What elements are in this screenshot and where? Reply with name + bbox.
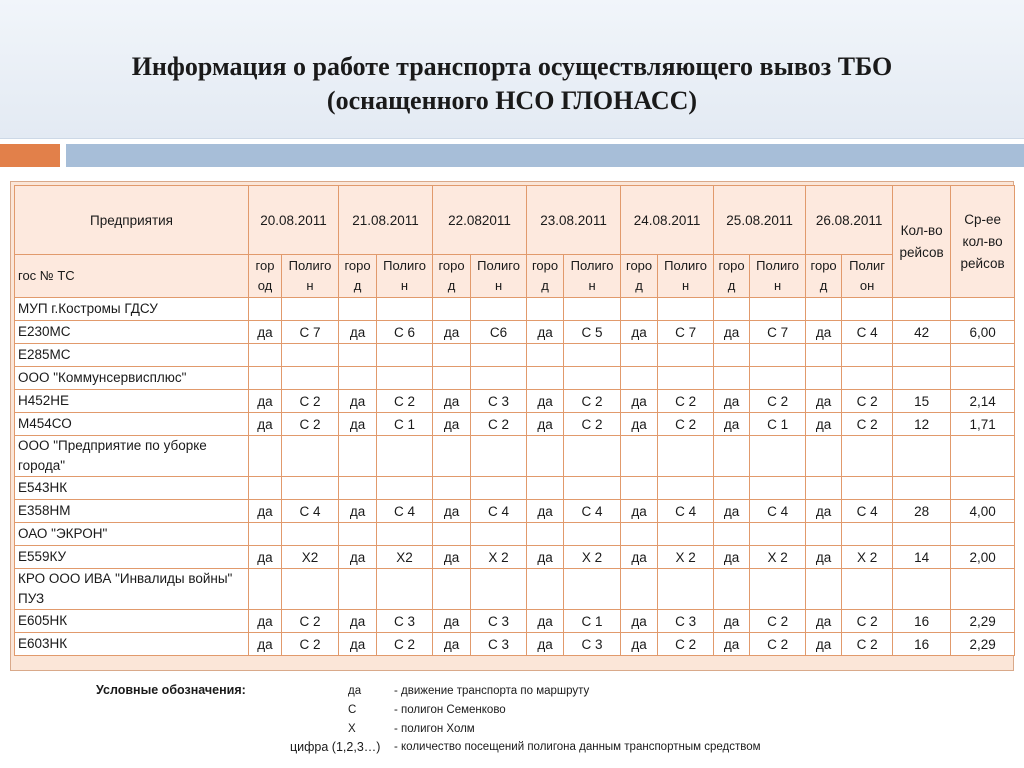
polygon-cell: С 2	[658, 413, 714, 436]
organization-name: ОАО "ЭКРОН"	[15, 523, 249, 546]
organization-row	[15, 367, 1015, 390]
city-cell: да	[249, 633, 282, 656]
trips-cell: 15	[893, 390, 951, 413]
polygon-cell	[377, 436, 433, 477]
vehicle-plate: Е285МС	[15, 344, 249, 367]
polygon-cell	[750, 436, 806, 477]
polygon-cell	[750, 477, 806, 500]
city-cell: да	[806, 500, 842, 523]
city-cell: да	[433, 633, 471, 656]
header-city: горо д	[806, 255, 842, 298]
polygon-cell	[377, 367, 433, 390]
city-cell	[339, 436, 377, 477]
polygon-cell	[377, 523, 433, 546]
polygon-cell	[842, 523, 893, 546]
city-cell	[714, 298, 750, 321]
polygon-cell: С 4	[282, 500, 339, 523]
city-cell	[527, 436, 564, 477]
trips-cell: 16	[893, 610, 951, 633]
polygon-cell	[471, 298, 527, 321]
organization-row	[15, 298, 1015, 321]
avg-trips-cell	[951, 367, 1015, 390]
city-cell	[433, 298, 471, 321]
polygon-cell	[564, 523, 621, 546]
city-cell	[527, 523, 564, 546]
city-cell	[249, 367, 282, 390]
city-cell: да	[527, 610, 564, 633]
city-cell	[714, 569, 750, 610]
city-cell: да	[714, 500, 750, 523]
polygon-cell	[842, 344, 893, 367]
header-date: 22.082011	[433, 186, 527, 255]
city-cell	[806, 569, 842, 610]
trips-cell: 12	[893, 413, 951, 436]
city-cell	[433, 367, 471, 390]
city-cell: да	[433, 610, 471, 633]
city-cell: да	[621, 390, 658, 413]
city-cell	[621, 477, 658, 500]
city-cell	[339, 523, 377, 546]
polygon-cell	[842, 298, 893, 321]
avg-trips-cell	[951, 344, 1015, 367]
polygon-cell: С 3	[564, 633, 621, 656]
polygon-cell: Х 2	[564, 546, 621, 569]
polygon-cell	[377, 298, 433, 321]
avg-trips-cell: 2,00	[951, 546, 1015, 569]
polygon-cell: Х 2	[471, 546, 527, 569]
header-date: 20.08.2011	[249, 186, 339, 255]
polygon-cell: С 6	[377, 321, 433, 344]
city-cell	[621, 569, 658, 610]
header-city: горо д	[433, 255, 471, 298]
city-cell: да	[339, 633, 377, 656]
city-cell	[433, 436, 471, 477]
vehicle-plate: Е559КУ	[15, 546, 249, 569]
polygon-cell	[750, 569, 806, 610]
city-cell	[527, 569, 564, 610]
page-title	[40, 50, 984, 118]
legend-key-x: Х	[348, 723, 356, 735]
city-cell	[339, 298, 377, 321]
polygon-cell: С 4	[658, 500, 714, 523]
polygon-cell: С 7	[658, 321, 714, 344]
organization-name: МУП г.Костромы ГДСУ	[15, 298, 249, 321]
polygon-cell	[658, 569, 714, 610]
city-cell	[433, 477, 471, 500]
transport-table	[14, 185, 1015, 656]
legend-key-da: да	[348, 685, 362, 697]
city-cell: да	[527, 500, 564, 523]
polygon-cell: С 2	[282, 610, 339, 633]
vehicle-row	[15, 344, 1015, 367]
organization-row	[15, 436, 1015, 477]
trips-cell: 42	[893, 321, 951, 344]
vehicle-plate: Н452НЕ	[15, 390, 249, 413]
legend-desc-da: - движение транспорта по маршруту	[394, 685, 590, 697]
city-cell: да	[339, 321, 377, 344]
polygon-cell	[282, 298, 339, 321]
polygon-cell: С 7	[750, 321, 806, 344]
polygon-cell	[564, 298, 621, 321]
city-cell: да	[339, 413, 377, 436]
city-cell: да	[621, 413, 658, 436]
header-date: 23.08.2011	[527, 186, 621, 255]
legend-desc-s: - полигон Семенково	[394, 704, 506, 716]
avg-trips-cell: 4,00	[951, 500, 1015, 523]
polygon-cell	[564, 367, 621, 390]
header-city: гор од	[249, 255, 282, 298]
avg-trips-cell	[951, 569, 1015, 610]
trips-cell	[893, 344, 951, 367]
city-cell: да	[433, 390, 471, 413]
organization-name: КРО ООО ИВА "Инвалиды войны" ПУЗ	[15, 569, 249, 610]
polygon-cell: С 2	[377, 390, 433, 413]
city-cell: да	[527, 546, 564, 569]
polygon-cell	[471, 436, 527, 477]
polygon-cell	[564, 344, 621, 367]
city-cell: да	[433, 413, 471, 436]
table-container	[10, 181, 1014, 671]
vehicle-plate: Е543НК	[15, 477, 249, 500]
city-cell	[249, 344, 282, 367]
city-cell	[527, 477, 564, 500]
legend	[0, 678, 1024, 768]
polygon-cell	[282, 477, 339, 500]
polygon-cell: Х 2	[750, 546, 806, 569]
city-cell: да	[714, 413, 750, 436]
city-cell: да	[433, 321, 471, 344]
polygon-cell	[750, 367, 806, 390]
polygon-cell	[282, 523, 339, 546]
city-cell: да	[433, 546, 471, 569]
city-cell: да	[527, 413, 564, 436]
polygon-cell	[282, 436, 339, 477]
header-date: 25.08.2011	[714, 186, 806, 255]
vehicle-row	[15, 633, 1015, 656]
header-trips: Кол-во рейсов	[893, 186, 951, 298]
polygon-cell	[471, 523, 527, 546]
polygon-cell	[658, 298, 714, 321]
vehicle-plate: Е605НК	[15, 610, 249, 633]
polygon-cell	[282, 344, 339, 367]
polygon-cell	[842, 436, 893, 477]
accent-bar	[0, 144, 60, 167]
polygon-cell: Х 2	[842, 546, 893, 569]
header-polygon: Полиго н	[750, 255, 806, 298]
city-cell	[714, 523, 750, 546]
polygon-cell: С 2	[842, 413, 893, 436]
city-cell: да	[339, 500, 377, 523]
avg-trips-cell	[951, 477, 1015, 500]
polygon-cell	[471, 344, 527, 367]
polygon-cell	[750, 298, 806, 321]
polygon-cell	[564, 436, 621, 477]
header-city: горо д	[714, 255, 750, 298]
vehicle-row	[15, 500, 1015, 523]
city-cell: да	[714, 610, 750, 633]
header-plate: гос № ТС	[15, 255, 249, 298]
polygon-cell	[471, 477, 527, 500]
city-cell: да	[621, 633, 658, 656]
avg-trips-cell: 2,29	[951, 610, 1015, 633]
polygon-cell	[282, 367, 339, 390]
header-polygon: Полиго н	[282, 255, 339, 298]
city-cell	[249, 436, 282, 477]
polygon-cell	[377, 344, 433, 367]
city-cell	[339, 477, 377, 500]
header-city: горо д	[527, 255, 564, 298]
city-cell	[433, 569, 471, 610]
polygon-cell: С 4	[842, 500, 893, 523]
title-line-1: Информация о работе транспорта осуществляющего вывоз ТБО	[131, 52, 893, 81]
vehicle-row	[15, 413, 1015, 436]
trips-cell	[893, 523, 951, 546]
city-cell: да	[249, 500, 282, 523]
avg-trips-cell	[951, 436, 1015, 477]
polygon-cell	[658, 344, 714, 367]
polygon-cell: С 2	[471, 413, 527, 436]
city-cell	[806, 344, 842, 367]
city-cell: да	[806, 633, 842, 656]
city-cell: да	[714, 390, 750, 413]
legend-key-s: С	[348, 704, 357, 716]
polygon-cell: С 2	[564, 413, 621, 436]
polygon-cell	[377, 477, 433, 500]
city-cell	[339, 569, 377, 610]
trips-cell	[893, 436, 951, 477]
trips-cell	[893, 298, 951, 321]
polygon-cell: Х2	[282, 546, 339, 569]
header-polygon: Полиг он	[842, 255, 893, 298]
polygon-cell: С 3	[471, 610, 527, 633]
city-cell: да	[714, 321, 750, 344]
city-cell: да	[806, 413, 842, 436]
polygon-cell: С 2	[282, 390, 339, 413]
polygon-cell: Х2	[377, 546, 433, 569]
organization-row	[15, 523, 1015, 546]
vehicle-row	[15, 477, 1015, 500]
city-cell	[249, 523, 282, 546]
vehicle-plate: Е603НК	[15, 633, 249, 656]
city-cell	[621, 344, 658, 367]
trips-cell: 14	[893, 546, 951, 569]
city-cell	[806, 436, 842, 477]
city-cell	[714, 436, 750, 477]
polygon-cell: С 7	[282, 321, 339, 344]
polygon-cell: С 3	[471, 633, 527, 656]
polygon-cell: С 2	[750, 390, 806, 413]
header-date: 21.08.2011	[339, 186, 433, 255]
city-cell	[249, 298, 282, 321]
polygon-cell: С 2	[750, 633, 806, 656]
city-cell	[433, 523, 471, 546]
polygon-cell: С 3	[377, 610, 433, 633]
legend-desc-digit: - количество посещений полигона данным транспортным средством	[394, 741, 761, 753]
header-polygon: Полиго н	[564, 255, 621, 298]
city-cell	[621, 436, 658, 477]
city-cell	[433, 344, 471, 367]
city-cell: да	[249, 610, 282, 633]
city-cell: да	[621, 500, 658, 523]
trips-cell	[893, 477, 951, 500]
city-cell	[621, 523, 658, 546]
vehicle-row	[15, 610, 1015, 633]
polygon-cell: С 2	[564, 390, 621, 413]
polygon-cell: С 1	[564, 610, 621, 633]
polygon-cell: С 1	[377, 413, 433, 436]
blue-bar	[66, 144, 1024, 167]
legend-key-digit: цифра (1,2,3…)	[290, 740, 381, 754]
polygon-cell: Х 2	[658, 546, 714, 569]
city-cell: да	[433, 500, 471, 523]
polygon-cell: С 1	[750, 413, 806, 436]
city-cell	[527, 298, 564, 321]
polygon-cell: С 2	[842, 633, 893, 656]
city-cell	[714, 477, 750, 500]
avg-trips-cell: 2,14	[951, 390, 1015, 413]
polygon-cell: С 2	[658, 633, 714, 656]
polygon-cell	[750, 344, 806, 367]
city-cell	[806, 298, 842, 321]
polygon-cell: С 2	[282, 633, 339, 656]
polygon-cell	[842, 569, 893, 610]
vehicle-row	[15, 546, 1015, 569]
city-cell: да	[806, 321, 842, 344]
polygon-cell	[377, 569, 433, 610]
city-cell	[339, 367, 377, 390]
city-cell	[806, 477, 842, 500]
avg-trips-cell	[951, 298, 1015, 321]
polygon-cell: С 2	[842, 390, 893, 413]
city-cell: да	[339, 546, 377, 569]
vehicle-row	[15, 321, 1015, 344]
city-cell: да	[714, 546, 750, 569]
city-cell: да	[527, 390, 564, 413]
header-polygon: Полиго н	[658, 255, 714, 298]
city-cell: да	[806, 546, 842, 569]
trips-cell: 28	[893, 500, 951, 523]
city-cell: да	[339, 390, 377, 413]
polygon-cell	[658, 523, 714, 546]
city-cell: да	[806, 390, 842, 413]
polygon-cell	[282, 569, 339, 610]
vehicle-plate: М454СО	[15, 413, 249, 436]
header-avg-trips: Ср-ее кол-во рейсов	[951, 186, 1015, 298]
organization-name: ООО "Коммунсервисплюс"	[15, 367, 249, 390]
avg-trips-cell: 6,00	[951, 321, 1015, 344]
title-line-2: (оснащенного НСО ГЛОНАСС)	[326, 86, 698, 115]
legend-desc-x: - полигон Холм	[394, 723, 475, 735]
polygon-cell: С 2	[377, 633, 433, 656]
polygon-cell	[564, 477, 621, 500]
vehicle-plate: Е358НМ	[15, 500, 249, 523]
city-cell	[339, 344, 377, 367]
header-city: горо д	[621, 255, 658, 298]
city-cell	[621, 367, 658, 390]
city-cell	[714, 367, 750, 390]
polygon-cell: С 4	[842, 321, 893, 344]
city-cell: да	[527, 633, 564, 656]
polygon-cell: С 4	[377, 500, 433, 523]
city-cell	[249, 477, 282, 500]
polygon-cell	[658, 477, 714, 500]
polygon-cell	[842, 367, 893, 390]
trips-cell	[893, 367, 951, 390]
header-polygon: Полиго н	[471, 255, 527, 298]
city-cell: да	[249, 546, 282, 569]
city-cell	[621, 298, 658, 321]
city-cell	[527, 344, 564, 367]
city-cell: да	[249, 321, 282, 344]
city-cell: да	[621, 546, 658, 569]
polygon-cell: С6	[471, 321, 527, 344]
city-cell: да	[806, 610, 842, 633]
polygon-cell: С 2	[282, 413, 339, 436]
city-cell	[806, 367, 842, 390]
city-cell	[527, 367, 564, 390]
polygon-cell: С 4	[564, 500, 621, 523]
city-cell: да	[249, 413, 282, 436]
polygon-cell	[564, 569, 621, 610]
polygon-cell: С 4	[750, 500, 806, 523]
polygon-cell: С 3	[658, 610, 714, 633]
organization-name: ООО "Предприятие по уборке города"	[15, 436, 249, 477]
city-cell: да	[714, 633, 750, 656]
vehicle-row	[15, 390, 1015, 413]
header-city: горо д	[339, 255, 377, 298]
polygon-cell: С 4	[471, 500, 527, 523]
polygon-cell: С 2	[750, 610, 806, 633]
city-cell: да	[527, 321, 564, 344]
polygon-cell	[842, 477, 893, 500]
polygon-cell	[471, 569, 527, 610]
trips-cell: 16	[893, 633, 951, 656]
polygon-cell	[658, 436, 714, 477]
polygon-cell: С 2	[658, 390, 714, 413]
header-date: 26.08.2011	[806, 186, 893, 255]
polygon-cell: С 3	[471, 390, 527, 413]
avg-trips-cell	[951, 523, 1015, 546]
header-polygon: Полиго н	[377, 255, 433, 298]
city-cell: да	[621, 610, 658, 633]
polygon-cell	[471, 367, 527, 390]
polygon-cell: С 5	[564, 321, 621, 344]
vehicle-plate: Е230МС	[15, 321, 249, 344]
polygon-cell: С 2	[842, 610, 893, 633]
header-enterprise: Предприятия	[15, 186, 249, 255]
city-cell: да	[249, 390, 282, 413]
city-cell	[714, 344, 750, 367]
trips-cell	[893, 569, 951, 610]
avg-trips-cell: 2,29	[951, 633, 1015, 656]
organization-row	[15, 569, 1015, 610]
header-date: 24.08.2011	[621, 186, 714, 255]
polygon-cell	[658, 367, 714, 390]
avg-trips-cell: 1,71	[951, 413, 1015, 436]
city-cell: да	[621, 321, 658, 344]
city-cell: да	[339, 610, 377, 633]
city-cell	[806, 523, 842, 546]
legend-label: Условные обозначения:	[96, 683, 246, 697]
city-cell	[249, 569, 282, 610]
polygon-cell	[750, 523, 806, 546]
